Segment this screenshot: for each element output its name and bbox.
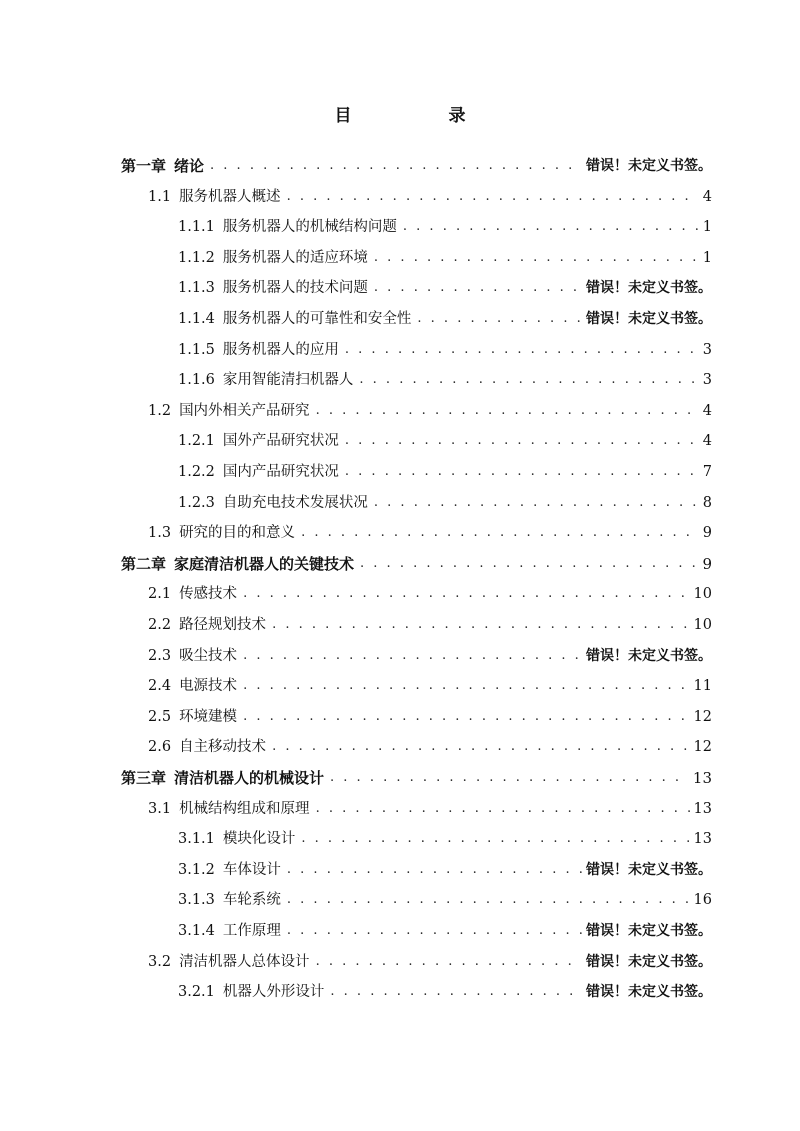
toc-entry-number: 2.1 xyxy=(148,586,172,603)
toc-entry[interactable] xyxy=(178,981,712,1003)
toc-entry-number: 3.1.3 xyxy=(178,892,215,909)
toc-dot-leader xyxy=(360,553,698,575)
toc-entry[interactable] xyxy=(178,859,712,881)
toc-entry-number: 1.2.1 xyxy=(178,433,215,450)
toc-entry-title: 服务机器人的适应环境 xyxy=(222,249,368,266)
toc-entry-title: 清洁机器人总体设计 xyxy=(179,953,310,970)
toc-entry-number: 第三章 xyxy=(121,769,167,787)
toc-page-number: 8 xyxy=(702,494,712,511)
toc-entry-number: 第一章 xyxy=(121,157,167,175)
toc-dot-leader xyxy=(301,828,689,850)
toc-entry[interactable] xyxy=(178,430,712,452)
toc-entry-number: 1.1.3 xyxy=(178,280,215,297)
toc-page-number: 1 xyxy=(702,249,712,266)
toc-entry-title: 车轮系统 xyxy=(222,892,281,909)
toc-dot-leader xyxy=(359,369,698,391)
toc-entry-title: 服务机器人概述 xyxy=(179,188,281,205)
toc-entry-title: 机器人外形设计 xyxy=(222,984,325,1001)
toc-entry[interactable] xyxy=(121,155,712,177)
toc-bookmark-error: 错误！未定义书签。 xyxy=(586,953,712,970)
toc-entry[interactable] xyxy=(178,492,712,514)
toc-entry-title: 车体设计 xyxy=(222,861,281,878)
toc-page-number: 10 xyxy=(693,586,712,603)
toc-bookmark-error: 错误！未定义书签。 xyxy=(586,861,712,878)
toc-page-number: 7 xyxy=(702,464,712,480)
toc-entry-number: 1.1.1 xyxy=(178,219,215,236)
toc-entry-number: 3.1.2 xyxy=(178,861,215,878)
toc-page-number: 10 xyxy=(693,617,712,633)
toc-dot-leader xyxy=(374,492,699,514)
toc-bookmark-error: 错误！未定义书签。 xyxy=(586,158,712,174)
toc-bookmark-error: 错误！未定义书签。 xyxy=(586,923,712,939)
toc-page-number: 11 xyxy=(693,678,712,695)
toc-dot-leader xyxy=(345,339,699,361)
toc-entry-number: 1.1.4 xyxy=(178,311,215,327)
toc-entry[interactable] xyxy=(178,247,712,269)
toc-entry[interactable] xyxy=(148,675,712,697)
toc-entry-title: 自助充电技术发展状况 xyxy=(222,494,368,511)
toc-entry[interactable] xyxy=(178,339,712,361)
toc-entry[interactable] xyxy=(178,308,712,330)
toc-entry-number: 2.3 xyxy=(148,647,172,664)
toc-entry-title: 吸尘技术 xyxy=(179,647,238,664)
toc-entry[interactable] xyxy=(178,461,712,483)
toc-entry[interactable] xyxy=(178,920,712,942)
toc-entry[interactable] xyxy=(148,645,712,667)
toc-entry-title: 服务机器人的机械结构问题 xyxy=(222,219,397,236)
toc-dot-leader xyxy=(243,706,689,728)
toc-entry-number: 1.2 xyxy=(148,402,172,419)
toc-bookmark-error: 错误！未定义书签。 xyxy=(586,984,712,1001)
toc-entry-title: 家庭清洁机器人的关键技术 xyxy=(174,554,355,573)
toc-page-number: 1 xyxy=(702,219,712,236)
toc-dot-leader xyxy=(345,461,699,483)
toc-page-number: 9 xyxy=(702,525,712,542)
toc-entry[interactable] xyxy=(178,889,712,911)
toc-page-number: 13 xyxy=(692,769,712,787)
toc-entry[interactable] xyxy=(121,553,712,575)
toc-entry[interactable] xyxy=(178,369,712,391)
toc-dot-leader xyxy=(272,614,689,636)
toc-entry-number: 3.2 xyxy=(148,953,172,970)
page-title: 目 录 xyxy=(334,106,506,126)
toc-entry-title: 机械结构组成和原理 xyxy=(179,800,310,817)
toc-entry[interactable] xyxy=(148,798,712,820)
toc-bookmark-error: 错误！未定义书签。 xyxy=(586,311,712,327)
toc-dot-leader xyxy=(243,675,689,697)
toc-page-number: 3 xyxy=(702,372,712,389)
toc-entry[interactable] xyxy=(148,736,712,758)
toc-entry[interactable] xyxy=(148,400,712,422)
toc-entry-number: 1.3 xyxy=(148,525,172,542)
toc-entry-number: 1.1 xyxy=(148,188,172,205)
toc-page-number: 4 xyxy=(702,402,712,419)
toc-entry-title: 自主移动技术 xyxy=(179,739,267,756)
toc-entry[interactable] xyxy=(178,828,712,850)
toc-page-number: 12 xyxy=(693,708,712,725)
toc-entry-title: 传感技术 xyxy=(179,586,238,603)
toc-entry[interactable] xyxy=(148,614,712,636)
toc-page-number: 3 xyxy=(702,341,712,358)
toc-dot-leader xyxy=(272,736,689,758)
toc-entry[interactable] xyxy=(178,277,712,299)
toc-entry-number: 1.1.6 xyxy=(178,372,215,389)
toc-page-number: 9 xyxy=(702,554,712,573)
toc-entry-number: 1.2.2 xyxy=(178,464,215,480)
toc-dot-leader xyxy=(330,981,582,1003)
toc-page-number: 4 xyxy=(702,433,712,450)
toc-entry-number: 1.1.2 xyxy=(178,249,215,266)
toc-entry-title: 服务机器人的技术问题 xyxy=(222,280,368,297)
toc-entry-number: 3.2.1 xyxy=(178,984,215,1001)
toc-page-number: 13 xyxy=(693,800,712,817)
toc-entry-title: 工作原理 xyxy=(222,923,281,939)
toc-entry[interactable] xyxy=(178,216,712,238)
toc-entry-title: 模块化设计 xyxy=(222,831,296,848)
toc-entry-number: 1.2.3 xyxy=(178,494,215,511)
toc-dot-leader xyxy=(316,951,582,973)
toc-entry[interactable] xyxy=(148,522,712,544)
toc-entry-number: 3.1.1 xyxy=(178,831,215,848)
toc-dot-leader xyxy=(374,277,582,299)
toc-entry-title: 电源技术 xyxy=(179,678,238,695)
toc-dot-leader xyxy=(316,798,690,820)
toc-entry[interactable] xyxy=(148,951,712,973)
toc-dot-leader xyxy=(316,400,699,422)
toc-dot-leader xyxy=(417,308,582,330)
toc-dot-leader xyxy=(374,247,699,269)
toc-entry-number: 第二章 xyxy=(121,554,167,573)
toc-entry-title: 服务机器人的应用 xyxy=(222,341,339,358)
toc-bookmark-error: 错误！未定义书签。 xyxy=(586,647,712,664)
toc-entry-title: 国内外相关产品研究 xyxy=(179,402,310,419)
toc-entry-number: 3.1.4 xyxy=(178,923,215,939)
toc-dot-leader xyxy=(287,920,582,942)
toc-entry-number: 2.6 xyxy=(148,739,172,756)
toc-entry-title: 环境建模 xyxy=(179,708,238,725)
toc-dot-leader xyxy=(403,216,699,238)
toc-entry-title: 服务机器人的可靠性和安全性 xyxy=(222,311,412,327)
toc-entry[interactable] xyxy=(121,767,712,789)
toc-dot-leader xyxy=(287,889,690,911)
toc-bookmark-error: 错误！未定义书签。 xyxy=(586,280,712,297)
toc-dot-leader xyxy=(287,859,582,881)
toc-page-number: 4 xyxy=(702,188,712,205)
toc-entry-number: 3.1 xyxy=(148,800,172,817)
toc-entry[interactable] xyxy=(148,706,712,728)
toc-entry-title: 路径规划技术 xyxy=(179,617,267,633)
toc-entry-title: 国内产品研究状况 xyxy=(222,464,339,480)
toc-entry-title: 清洁机器人的机械设计 xyxy=(174,769,325,787)
toc-dot-leader xyxy=(345,430,699,452)
toc-dot-leader xyxy=(330,767,689,789)
toc-entry-number: 2.5 xyxy=(148,708,172,725)
toc-entry-number: 1.1.5 xyxy=(178,341,215,358)
toc-entry[interactable] xyxy=(148,186,712,208)
toc-entry-title: 研究的目的和意义 xyxy=(179,525,296,542)
toc-page-number: 12 xyxy=(693,739,712,756)
toc-page-number: 16 xyxy=(693,892,712,909)
toc-dot-leader xyxy=(243,645,582,667)
toc-entry[interactable] xyxy=(148,583,712,605)
toc-dot-leader xyxy=(210,155,582,177)
toc-dot-leader xyxy=(301,522,699,544)
toc-dot-leader xyxy=(287,186,699,208)
toc-entry-title: 国外产品研究状况 xyxy=(222,433,339,450)
toc-dot-leader xyxy=(243,583,689,605)
toc-entry-number: 2.2 xyxy=(148,617,172,633)
toc-page-number: 13 xyxy=(693,831,712,848)
toc-entry-number: 2.4 xyxy=(148,678,172,695)
toc-entry-title: 家用智能清扫机器人 xyxy=(222,372,354,389)
toc-entry-title: 绪论 xyxy=(174,157,205,175)
